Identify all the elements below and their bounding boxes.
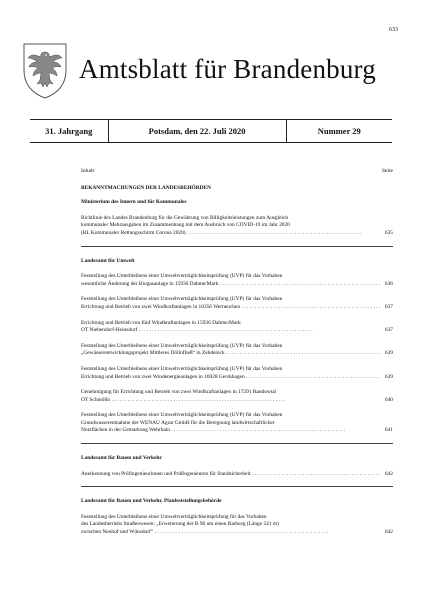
toc-entry-line: Nutzflächen in der Gemarkung Wehrhain . . . bbox=[81, 427, 373, 435]
table-of-contents bbox=[81, 168, 393, 545]
toc-header bbox=[81, 168, 393, 176]
toc-entry-line: Feststellung des Unterbleibens einer Umweltverträglichkeitsprüfung (UVP) für das Vorhaben bbox=[81, 273, 283, 280]
page-number: 633 bbox=[389, 27, 398, 33]
toc-entry-line: (RL Kommunaler Rettungsschirm Corona 2020) . . . bbox=[81, 230, 373, 238]
toc-entry-line: wesentliche Änderung der Biogasanlage in 15936 Dahme/Mark . . . bbox=[81, 281, 373, 289]
toc-entry-line: Genehmigung für Errichtung und Betrieb von zwei Windkraftanlagen in 17291 Randowtal bbox=[81, 389, 277, 396]
toc-entry-text bbox=[81, 412, 381, 435]
toc-entry-text bbox=[81, 343, 381, 358]
toc-entry-line: Grundwasserentnahme der WENAU Agrar GmbH für die Beregnung landwirtschaftlicher bbox=[81, 419, 275, 426]
toc-entry-page: 641 bbox=[384, 427, 393, 434]
section-title: BEKANNTMACHUNGEN DER LANDESBEHÖRDEN bbox=[81, 184, 211, 191]
toc-group-title: Ministerium des Innern und für Kommunales bbox=[81, 199, 187, 206]
toc-entry[interactable] bbox=[81, 343, 393, 358]
toc-entry[interactable] bbox=[81, 320, 393, 335]
toc-entry[interactable] bbox=[81, 389, 393, 404]
toc-entry-text bbox=[81, 366, 381, 381]
toc-entry-line: „Gewässerentwicklungsprojekt Mittleres Döllnfließ“ in Zehdenick . . . bbox=[81, 350, 373, 358]
group-divider bbox=[81, 246, 393, 247]
toc-entry-text bbox=[81, 215, 381, 238]
toc-entry-page: 640 bbox=[384, 396, 393, 403]
seite-label: Seite bbox=[381, 168, 393, 174]
group-divider bbox=[81, 486, 393, 487]
toc-entry-line: kommunaler Mehrausgaben im Zusammenhang mit dem Ausbruch von COVID-19 im Jahr 2020 bbox=[81, 222, 290, 229]
toc-entry[interactable] bbox=[81, 366, 393, 381]
toc-entry-text bbox=[81, 273, 381, 288]
toc-entry-line: OT Schmölln . . . bbox=[81, 397, 373, 405]
toc-entry-text bbox=[81, 296, 381, 311]
toc-entry-page: 637 bbox=[384, 327, 393, 334]
toc-entry-line: Anerkennung von Prüfingenieurinnen und Prüfingenieuren für Standsicherheit . . . bbox=[81, 471, 373, 479]
toc-entry-line: Feststellung des Unterbleibens einer Umweltverträglichkeitsprüfung für das Vorhaben bbox=[81, 513, 267, 520]
toc-entry-line: Feststellung des Unterbleibens einer Umweltverträglichkeitsprüfung (UVP) für das Vorhaben bbox=[81, 342, 283, 349]
toc-entry[interactable] bbox=[81, 471, 393, 479]
toc-group-title: Landesamt für Bauen und Verkehr, Planfeststellungsbehörde bbox=[81, 498, 222, 505]
toc-group-title: Landesamt für Umwelt bbox=[81, 257, 135, 264]
toc-entry-page: 639 bbox=[384, 350, 393, 357]
toc-entry-page: 637 bbox=[384, 303, 393, 310]
toc-entry-page: 639 bbox=[384, 373, 393, 380]
toc-entry-line: Feststellung des Unterbleibens einer Umweltverträglichkeitsprüfung (UVP) für das Vorhaben bbox=[81, 365, 283, 372]
toc-entry[interactable] bbox=[81, 412, 393, 435]
group-divider bbox=[81, 443, 393, 444]
toc-entry-line: Errichtung und Betrieb von fünf Windkraftanlagen in 15936 Dahme/Mark bbox=[81, 319, 241, 326]
jahrgang: 31. Jahrgang bbox=[30, 120, 109, 142]
toc-entry-page: 642 bbox=[384, 529, 393, 536]
masthead-title: Amtsblatt für Brandenburg bbox=[79, 54, 376, 84]
issue-number: Nummer 29 bbox=[317, 126, 361, 136]
toc-entry[interactable] bbox=[81, 296, 393, 311]
brandenburg-eagle-crest-icon bbox=[20, 40, 70, 100]
toc-entry-text bbox=[81, 389, 381, 404]
toc-entry-line: zwischen Neuhof und Wünsdorf“ . . . bbox=[81, 529, 373, 537]
toc-groups bbox=[81, 199, 393, 536]
toc-entry-text bbox=[81, 320, 381, 335]
issue-bar bbox=[30, 119, 392, 143]
toc-entry[interactable] bbox=[81, 215, 393, 238]
toc-entry-page: 635 bbox=[384, 229, 393, 236]
toc-group-title: Landesamt für Bauen und Verkehr bbox=[81, 455, 162, 462]
issue-date: Potsdam, den 22. Juli 2020 bbox=[109, 120, 287, 142]
toc-entry-line: des Landesbetriebs Straßenwesen: „Erweiterung der B 96 um einen Radweg (Länge 541 m) bbox=[81, 521, 279, 528]
toc-entry-line: Feststellung des Unterbleibens einer Umweltverträglichkeitsprüfung (UVP) für das Vorhaben bbox=[81, 296, 283, 303]
inhalt-label: Inhalt bbox=[81, 168, 95, 174]
toc-entry-text bbox=[81, 514, 381, 537]
toc-entry-line: Feststellung des Unterbleibens einer Umweltverträglichkeitsprüfung (UVP) für das Vorhaben bbox=[81, 412, 283, 419]
toc-entry[interactable] bbox=[81, 273, 393, 288]
toc-entry-text bbox=[81, 471, 381, 479]
toc-entry-page: 636 bbox=[384, 280, 393, 287]
toc-entry-line: Errichtung und Betrieb von zwei Windenergieanlagen in 16928 Gerdshagen . . . bbox=[81, 374, 373, 382]
toc-entry-line: Errichtung und Betrieb von zwei Windkraftanlagen in 16356 Werneuchen . . . bbox=[81, 304, 373, 312]
toc-entry[interactable] bbox=[81, 514, 393, 537]
toc-entry-line: Richtlinie des Landes Brandenburg für die Gewährung von Billigkeitsleistungen zum Ausgleich bbox=[81, 214, 289, 221]
toc-entry-page: 642 bbox=[384, 470, 393, 477]
toc-entry-line: OT Niebendorf-Heinsdorf . . . bbox=[81, 327, 373, 335]
